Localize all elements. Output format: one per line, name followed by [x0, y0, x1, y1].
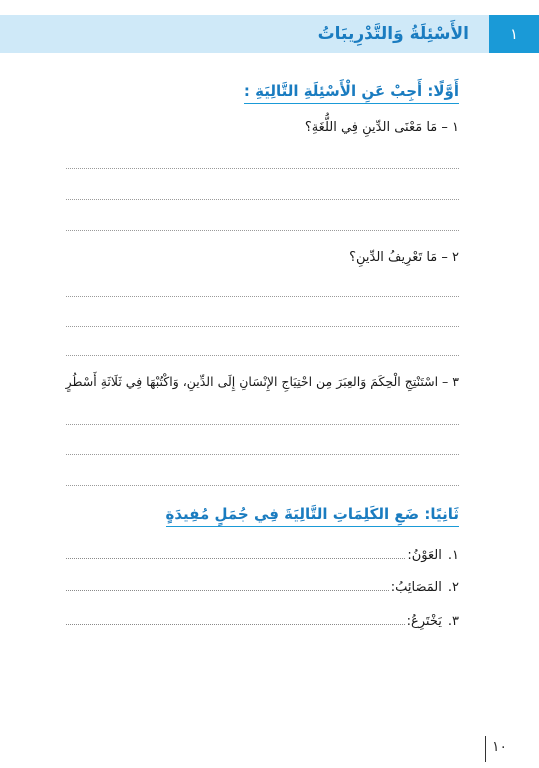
vocab-answer-line[interactable] [66, 578, 389, 591]
answer-line[interactable] [66, 168, 459, 169]
vocab-item [66, 546, 459, 563]
answer-line[interactable] [66, 424, 459, 425]
section-two-heading: ثَانِيًا: ضَعِ الكَلِمَاتِ التَّالِيَةَ فِي جُمَلٍ مُفِيدَةٍ [166, 505, 459, 527]
answer-line[interactable] [66, 454, 459, 455]
vocab-number: ١. [447, 548, 459, 563]
vocab-word: المَصَائِبُ: [390, 580, 442, 595]
vocab-item [66, 578, 459, 595]
vocab-word: يَخْتَرِعُ: [406, 614, 442, 629]
vocab-word: العَوْنُ: [407, 548, 442, 563]
page-number-divider [485, 736, 486, 762]
vocab-number: ٣. [447, 614, 459, 629]
vocab-number: ٢. [447, 580, 459, 595]
chapter-title: الأَسْئِلَةُ وَالتَّدْرِيبَاتُ [317, 24, 469, 44]
page-number: ١٠ [491, 739, 507, 755]
answer-line[interactable] [66, 296, 459, 297]
vocab-answer-line[interactable] [66, 612, 405, 625]
question-1: ١ – مَا مَعْنَى الدِّينِ فِي اللُّغَةِ؟ [304, 120, 459, 135]
answer-line[interactable] [66, 485, 459, 486]
chapter-header [0, 15, 539, 53]
answer-line[interactable] [66, 230, 459, 231]
answer-line[interactable] [66, 326, 459, 327]
section-one-heading: أَوَّلًا: أَجِبْ عَنِ الْأَسْئِلَةِ التَّالِيَةِ : [244, 82, 459, 104]
question-2: ٢ – مَا تَعْرِيفُ الدِّينِ؟ [349, 250, 459, 265]
question-3: ٣ – اسْتَنْتِجِ الْحِكَمَ وَالعِبَرَ مِن احْتِيَاجِ الإِنْسَانِ إِلَى الدِّينِ، وَاكْتُبْهَا فِي ثَلَاثَةِ أَسْطُرٍ [65, 374, 459, 389]
vocab-answer-line[interactable] [66, 546, 405, 559]
answer-line[interactable] [66, 199, 459, 200]
chapter-number: ١ [489, 15, 539, 53]
vocab-item [66, 612, 459, 629]
answer-line[interactable] [66, 355, 459, 356]
